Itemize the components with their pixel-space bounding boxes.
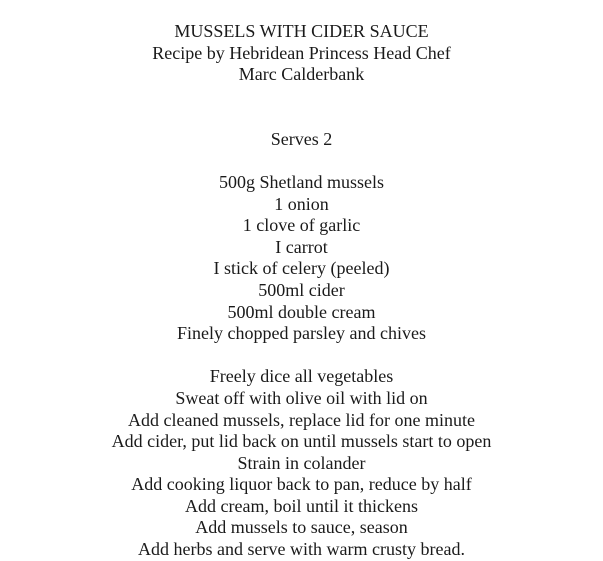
recipe-byline: Recipe by Hebridean Princess Head Chef <box>152 42 451 63</box>
ingredient-item: 1 clove of garlic <box>242 215 361 236</box>
method-step: Add cooking liquor back to pan, reduce by half <box>131 474 472 495</box>
method-step: Freely dice all vegetables <box>209 366 394 387</box>
recipe-document <box>0 21 603 561</box>
ingredient-item: 500g Shetland mussels <box>219 171 384 192</box>
serves-text: Serves 2 <box>270 128 333 149</box>
method-step: Add cider, put lid back on until mussels start to open <box>111 431 492 452</box>
method-step: Add herbs and serve with warm crusty bread. <box>138 539 465 560</box>
serves-section <box>0 129 603 151</box>
method-step: Strain in colander <box>237 452 366 473</box>
method-step: Add cream, boil until it thickens <box>185 495 418 516</box>
method-steps <box>0 366 603 560</box>
ingredients-list <box>0 172 603 345</box>
ingredient-item: I stick of celery (peeled) <box>213 258 390 279</box>
recipe-title: MUSSELS WITH CIDER SAUCE <box>174 21 429 41</box>
recipe-header <box>0 21 603 86</box>
method-step: Add cleaned mussels, replace lid for one minute <box>128 409 475 430</box>
ingredient-item: 500ml cider <box>258 279 345 300</box>
ingredient-item: Finely chopped parsley and chives <box>177 323 426 344</box>
ingredient-item: I carrot <box>275 236 328 257</box>
method-step: Add mussels to sauce, season <box>195 517 408 538</box>
ingredient-item: 500ml double cream <box>227 301 376 322</box>
ingredient-item: 1 onion <box>274 193 329 214</box>
chef-name: Marc Calderbank <box>238 64 365 85</box>
method-step: Sweat off with olive oil with lid on <box>175 387 428 408</box>
